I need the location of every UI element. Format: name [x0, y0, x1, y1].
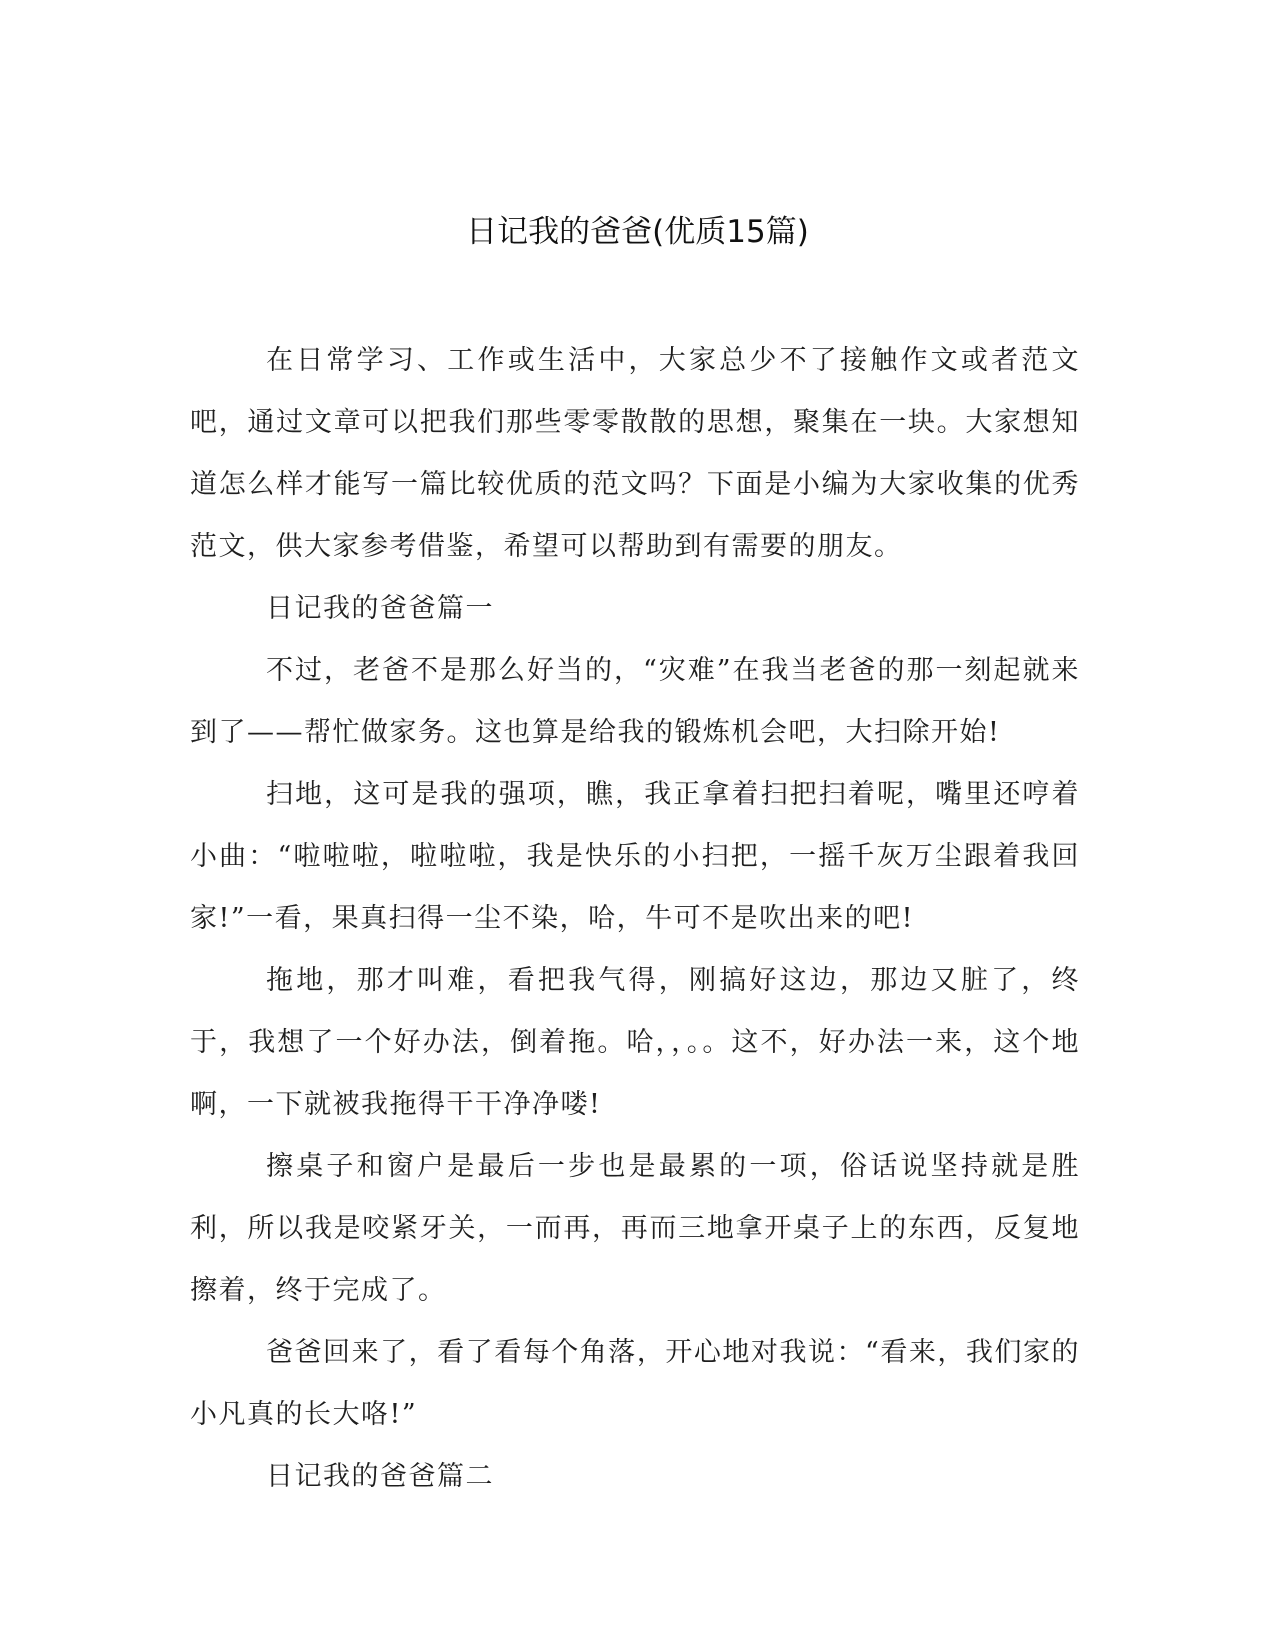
intro-paragraph: 在日常学习、工作或生活中，大家总少不了接触作文或者范文吧，通过文章可以把我们那些零零散散的思想，聚集在一块。大家想知道怎么样才能写一篇比较优质的范文吗？下面是小编为大家收集的优秀范文，供大家参考借鉴，希望可以帮助到有需要的朋友。 [190, 345, 1080, 562]
body-paragraph: 爸爸回来了，看了看每个角落，开心地对我说：“看来，我们家的小凡真的长大咯!” [190, 1337, 1080, 1430]
section-heading-1: 日记我的爸爸篇一 [266, 593, 494, 624]
document-title: 日记我的爸爸(优质15篇) [466, 214, 809, 250]
body-paragraph: 扫地，这可是我的强项，瞧，我正拿着扫把扫着呢，嘴里还哼着小曲：“啦啦啦，啦啦啦，我是快乐的小扫把，一摇千灰万尘跟着我回家!”一看，果真扫得一尘不染，哈，牛可不是吹出来的吧! [190, 779, 1080, 934]
body-paragraph: 拖地，那才叫难，看把我气得，刚搞好这边，那边又脏了，终于，我想了一个好办法，倒着拖。哈，，。。这不，好办法一来，这个地啊，一下就被我拖得干干净净喽! [190, 965, 1080, 1120]
body-paragraph: 擦桌子和窗户是最后一步也是最累的一项，俗话说坚持就是胜利，所以我是咬紧牙关，一而再，再而三地拿开桌子上的东西，反复地擦着，终于完成了。 [190, 1151, 1080, 1306]
body-paragraph: 不过，老爸不是那么好当的，“灾难”在我当老爸的那一刻起就来到了——帮忙做家务。这也算是给我的锻炼机会吧，大扫除开始! [190, 655, 1080, 748]
section-heading-2: 日记我的爸爸篇二 [266, 1461, 494, 1492]
document-body [190, 330, 1080, 1508]
